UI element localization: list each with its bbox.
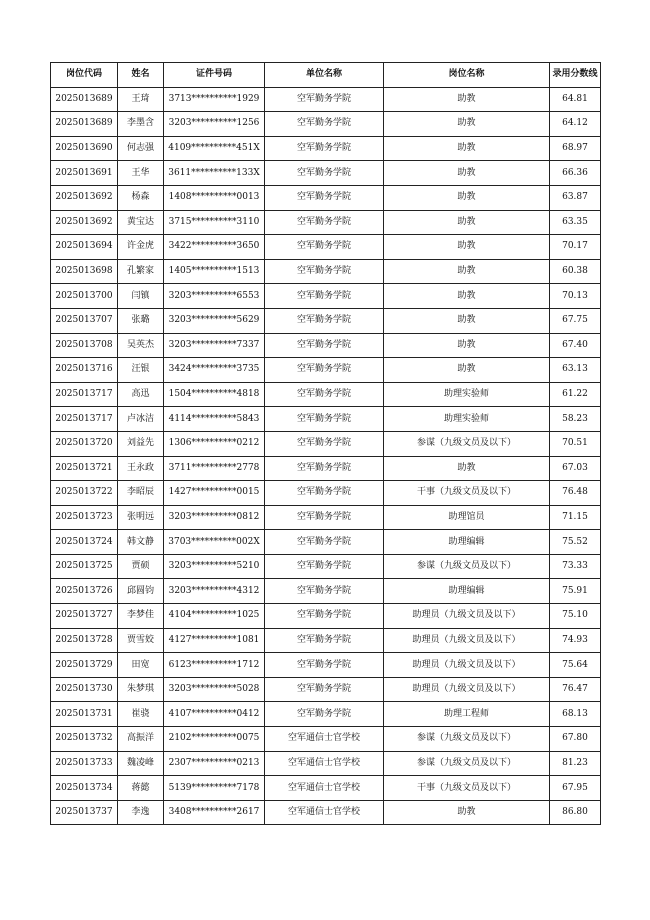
cell-id-number: 1405**********1513 (164, 259, 265, 284)
cell-position-code: 2025013730 (51, 677, 118, 702)
cell-position-code: 2025013724 (51, 530, 118, 555)
document-page (50, 62, 600, 825)
cell-id-number: 6123**********1712 (164, 653, 265, 678)
cell-unit-name: 空军勤务学院 (265, 628, 384, 653)
cell-position-name: 助理编辑 (384, 530, 550, 555)
cell-id-number: 3203**********5629 (164, 308, 265, 333)
table-row (51, 358, 601, 383)
cell-id-number: 3611**********133X (164, 161, 265, 186)
cell-score-line: 64.81 (550, 87, 601, 112)
cell-unit-name: 空军勤务学院 (265, 604, 384, 629)
cell-unit-name: 空军通信士官学校 (265, 800, 384, 825)
cell-name: 王华 (118, 161, 164, 186)
cell-unit-name: 空军勤务学院 (265, 112, 384, 137)
cell-position-code: 2025013691 (51, 161, 118, 186)
cell-position-code: 2025013732 (51, 727, 118, 752)
cell-position-code: 2025013723 (51, 505, 118, 530)
cell-score-line: 67.80 (550, 727, 601, 752)
cell-score-line: 67.95 (550, 776, 601, 801)
cell-id-number: 3203**********1256 (164, 112, 265, 137)
table-row (51, 431, 601, 456)
cell-name: 张璐 (118, 308, 164, 333)
cell-id-number: 5139**********7178 (164, 776, 265, 801)
table-row (51, 677, 601, 702)
cell-score-line: 73.33 (550, 554, 601, 579)
cell-unit-name: 空军勤务学院 (265, 382, 384, 407)
cell-position-name: 干事（九级文员及以下） (384, 776, 550, 801)
cell-name: 孔繁家 (118, 259, 164, 284)
cell-unit-name: 空军勤务学院 (265, 308, 384, 333)
header-score-line: 录用分数线 (550, 63, 601, 88)
cell-position-name: 参谋（九级文员及以下） (384, 554, 550, 579)
table-row (51, 751, 601, 776)
table-row (51, 727, 601, 752)
cell-position-name: 参谋（九级文员及以下） (384, 431, 550, 456)
cell-unit-name: 空军勤务学院 (265, 702, 384, 727)
cell-position-name: 助理馆员 (384, 505, 550, 530)
cell-position-name: 助教 (384, 456, 550, 481)
cell-unit-name: 空军勤务学院 (265, 407, 384, 432)
cell-position-name: 助教 (384, 87, 550, 112)
cell-position-code: 2025013731 (51, 702, 118, 727)
cell-position-code: 2025013692 (51, 185, 118, 210)
cell-unit-name: 空军通信士官学校 (265, 751, 384, 776)
cell-name: 李墨含 (118, 112, 164, 137)
cell-name: 李逸 (118, 800, 164, 825)
cell-id-number: 4114**********5843 (164, 407, 265, 432)
cell-id-number: 1427**********0015 (164, 481, 265, 506)
cell-unit-name: 空军勤务学院 (265, 505, 384, 530)
cell-id-number: 3408**********2617 (164, 800, 265, 825)
cell-unit-name: 空军勤务学院 (265, 284, 384, 309)
cell-name: 田宽 (118, 653, 164, 678)
cell-name: 魏凌峰 (118, 751, 164, 776)
cell-score-line: 71.15 (550, 505, 601, 530)
cell-id-number: 1408**********0013 (164, 185, 265, 210)
cell-name: 高振洋 (118, 727, 164, 752)
cell-position-code: 2025013725 (51, 554, 118, 579)
cell-id-number: 3422**********3650 (164, 235, 265, 260)
cell-position-code: 2025013708 (51, 333, 118, 358)
cell-unit-name: 空军勤务学院 (265, 333, 384, 358)
cell-id-number: 3203**********5028 (164, 677, 265, 702)
cell-position-code: 2025013721 (51, 456, 118, 481)
cell-position-name: 助教 (384, 235, 550, 260)
header-name: 姓名 (118, 63, 164, 88)
table-row (51, 456, 601, 481)
cell-score-line: 70.51 (550, 431, 601, 456)
cell-score-line: 74.93 (550, 628, 601, 653)
cell-score-line: 68.97 (550, 136, 601, 161)
cell-name: 杨森 (118, 185, 164, 210)
cell-position-code: 2025013728 (51, 628, 118, 653)
table-body (51, 87, 601, 825)
cell-position-name: 参谋（九级文员及以下） (384, 727, 550, 752)
cell-score-line: 61.22 (550, 382, 601, 407)
cell-id-number: 3203**********0812 (164, 505, 265, 530)
table-row (51, 112, 601, 137)
cell-position-code: 2025013692 (51, 210, 118, 235)
cell-position-code: 2025013726 (51, 579, 118, 604)
cell-unit-name: 空军勤务学院 (265, 431, 384, 456)
table-row (51, 259, 601, 284)
cell-score-line: 70.13 (550, 284, 601, 309)
cell-id-number: 2102**********0075 (164, 727, 265, 752)
cell-unit-name: 空军通信士官学校 (265, 727, 384, 752)
table-row (51, 653, 601, 678)
cell-name: 王永政 (118, 456, 164, 481)
cell-position-name: 助理员（九级文员及以下） (384, 653, 550, 678)
table-row (51, 185, 601, 210)
cell-position-name: 助理实验师 (384, 382, 550, 407)
cell-unit-name: 空军通信士官学校 (265, 776, 384, 801)
header-position-name: 岗位名称 (384, 63, 550, 88)
cell-unit-name: 空军勤务学院 (265, 259, 384, 284)
cell-id-number: 4104**********1025 (164, 604, 265, 629)
cell-name: 闫镇 (118, 284, 164, 309)
table-row (51, 702, 601, 727)
cell-score-line: 58.23 (550, 407, 601, 432)
table-row (51, 161, 601, 186)
cell-position-code: 2025013689 (51, 87, 118, 112)
cell-position-code: 2025013694 (51, 235, 118, 260)
cell-id-number: 3715**********3110 (164, 210, 265, 235)
cell-position-name: 助教 (384, 185, 550, 210)
cell-position-name: 助教 (384, 284, 550, 309)
cell-position-code: 2025013737 (51, 800, 118, 825)
cell-position-name: 助教 (384, 259, 550, 284)
table-row (51, 407, 601, 432)
cell-unit-name: 空军勤务学院 (265, 185, 384, 210)
cell-position-name: 助教 (384, 308, 550, 333)
cell-score-line: 66.36 (550, 161, 601, 186)
cell-position-name: 助教 (384, 136, 550, 161)
cell-position-name: 助理工程师 (384, 702, 550, 727)
table-row (51, 554, 601, 579)
cell-position-code: 2025013729 (51, 653, 118, 678)
cell-position-code: 2025013700 (51, 284, 118, 309)
cell-name: 李梦佳 (118, 604, 164, 629)
cell-unit-name: 空军勤务学院 (265, 481, 384, 506)
cell-name: 邱圆钧 (118, 579, 164, 604)
cell-position-code: 2025013733 (51, 751, 118, 776)
cell-score-line: 70.17 (550, 235, 601, 260)
cell-position-code: 2025013734 (51, 776, 118, 801)
cell-score-line: 75.52 (550, 530, 601, 555)
cell-unit-name: 空军勤务学院 (265, 579, 384, 604)
cell-name: 卢冰洁 (118, 407, 164, 432)
cell-position-name: 助理员（九级文员及以下） (384, 677, 550, 702)
cell-position-name: 助教 (384, 800, 550, 825)
cell-position-code: 2025013722 (51, 481, 118, 506)
cell-name: 张明远 (118, 505, 164, 530)
cell-position-name: 助理编辑 (384, 579, 550, 604)
table-row (51, 333, 601, 358)
cell-unit-name: 空军勤务学院 (265, 653, 384, 678)
cell-id-number: 3424**********3735 (164, 358, 265, 383)
cell-name: 黄宝达 (118, 210, 164, 235)
table-row (51, 382, 601, 407)
cell-score-line: 63.87 (550, 185, 601, 210)
cell-name: 高迅 (118, 382, 164, 407)
table-row (51, 210, 601, 235)
table-row (51, 481, 601, 506)
cell-id-number: 4107**********0412 (164, 702, 265, 727)
cell-position-name: 助理员（九级文员及以下） (384, 604, 550, 629)
cell-id-number: 1504**********4818 (164, 382, 265, 407)
table-row (51, 284, 601, 309)
cell-name: 李昭辰 (118, 481, 164, 506)
table-row (51, 628, 601, 653)
cell-position-name: 助教 (384, 112, 550, 137)
cell-position-code: 2025013707 (51, 308, 118, 333)
cell-position-code: 2025013690 (51, 136, 118, 161)
cell-position-code: 2025013720 (51, 431, 118, 456)
cell-name: 许金虎 (118, 235, 164, 260)
cell-name: 韩文静 (118, 530, 164, 555)
cell-id-number: 3713**********1929 (164, 87, 265, 112)
cell-name: 崔骁 (118, 702, 164, 727)
cell-name: 汪银 (118, 358, 164, 383)
cell-position-code: 2025013727 (51, 604, 118, 629)
cell-name: 吴英杰 (118, 333, 164, 358)
cell-position-code: 2025013717 (51, 382, 118, 407)
cell-position-code: 2025013716 (51, 358, 118, 383)
header-unit-name: 单位名称 (265, 63, 384, 88)
cell-name: 朱梦琪 (118, 677, 164, 702)
cell-score-line: 67.40 (550, 333, 601, 358)
cell-name: 贾雪姣 (118, 628, 164, 653)
table-header-row (51, 63, 601, 88)
cell-unit-name: 空军勤务学院 (265, 358, 384, 383)
cell-id-number: 4109**********451X (164, 136, 265, 161)
cell-score-line: 67.75 (550, 308, 601, 333)
cell-position-name: 助教 (384, 210, 550, 235)
table-row (51, 136, 601, 161)
cell-score-line: 60.38 (550, 259, 601, 284)
cell-id-number: 4127**********1081 (164, 628, 265, 653)
admission-score-table (50, 62, 601, 825)
cell-id-number: 3203**********4312 (164, 579, 265, 604)
cell-score-line: 63.13 (550, 358, 601, 383)
cell-score-line: 75.91 (550, 579, 601, 604)
cell-score-line: 86.80 (550, 800, 601, 825)
cell-unit-name: 空军勤务学院 (265, 210, 384, 235)
cell-score-line: 67.03 (550, 456, 601, 481)
cell-score-line: 76.48 (550, 481, 601, 506)
cell-score-line: 68.13 (550, 702, 601, 727)
cell-position-name: 助理实验师 (384, 407, 550, 432)
cell-score-line: 75.10 (550, 604, 601, 629)
table-row (51, 579, 601, 604)
cell-unit-name: 空军勤务学院 (265, 161, 384, 186)
cell-score-line: 75.64 (550, 653, 601, 678)
cell-id-number: 3203**********6553 (164, 284, 265, 309)
cell-name: 何志强 (118, 136, 164, 161)
header-id-number: 证件号码 (164, 63, 265, 88)
cell-unit-name: 空军勤务学院 (265, 235, 384, 260)
cell-id-number: 3203**********5210 (164, 554, 265, 579)
cell-id-number: 2307**********0213 (164, 751, 265, 776)
cell-name: 王琦 (118, 87, 164, 112)
table-row (51, 235, 601, 260)
cell-position-name: 助教 (384, 333, 550, 358)
table-row (51, 800, 601, 825)
cell-score-line: 76.47 (550, 677, 601, 702)
cell-id-number: 3711**********2778 (164, 456, 265, 481)
cell-name: 蒋懿 (118, 776, 164, 801)
cell-position-name: 助理员（九级文员及以下） (384, 628, 550, 653)
cell-unit-name: 空军勤务学院 (265, 456, 384, 481)
table-row (51, 776, 601, 801)
cell-position-code: 2025013689 (51, 112, 118, 137)
table-row (51, 530, 601, 555)
table-row (51, 604, 601, 629)
cell-name: 贾硕 (118, 554, 164, 579)
cell-position-name: 干事（九级文员及以下） (384, 481, 550, 506)
cell-id-number: 3703**********002X (164, 530, 265, 555)
header-position-code: 岗位代码 (51, 63, 118, 88)
cell-unit-name: 空军勤务学院 (265, 554, 384, 579)
cell-id-number: 3203**********7337 (164, 333, 265, 358)
cell-unit-name: 空军勤务学院 (265, 677, 384, 702)
cell-position-name: 助教 (384, 358, 550, 383)
cell-score-line: 81.23 (550, 751, 601, 776)
cell-id-number: 1306**********0212 (164, 431, 265, 456)
table-row (51, 505, 601, 530)
cell-position-name: 参谋（九级文员及以下） (384, 751, 550, 776)
cell-score-line: 64.12 (550, 112, 601, 137)
cell-position-code: 2025013717 (51, 407, 118, 432)
cell-position-code: 2025013698 (51, 259, 118, 284)
cell-score-line: 63.35 (550, 210, 601, 235)
cell-name: 刘益先 (118, 431, 164, 456)
table-row (51, 87, 601, 112)
table-row (51, 308, 601, 333)
cell-unit-name: 空军勤务学院 (265, 530, 384, 555)
cell-position-name: 助教 (384, 161, 550, 186)
cell-unit-name: 空军勤务学院 (265, 136, 384, 161)
cell-unit-name: 空军勤务学院 (265, 87, 384, 112)
